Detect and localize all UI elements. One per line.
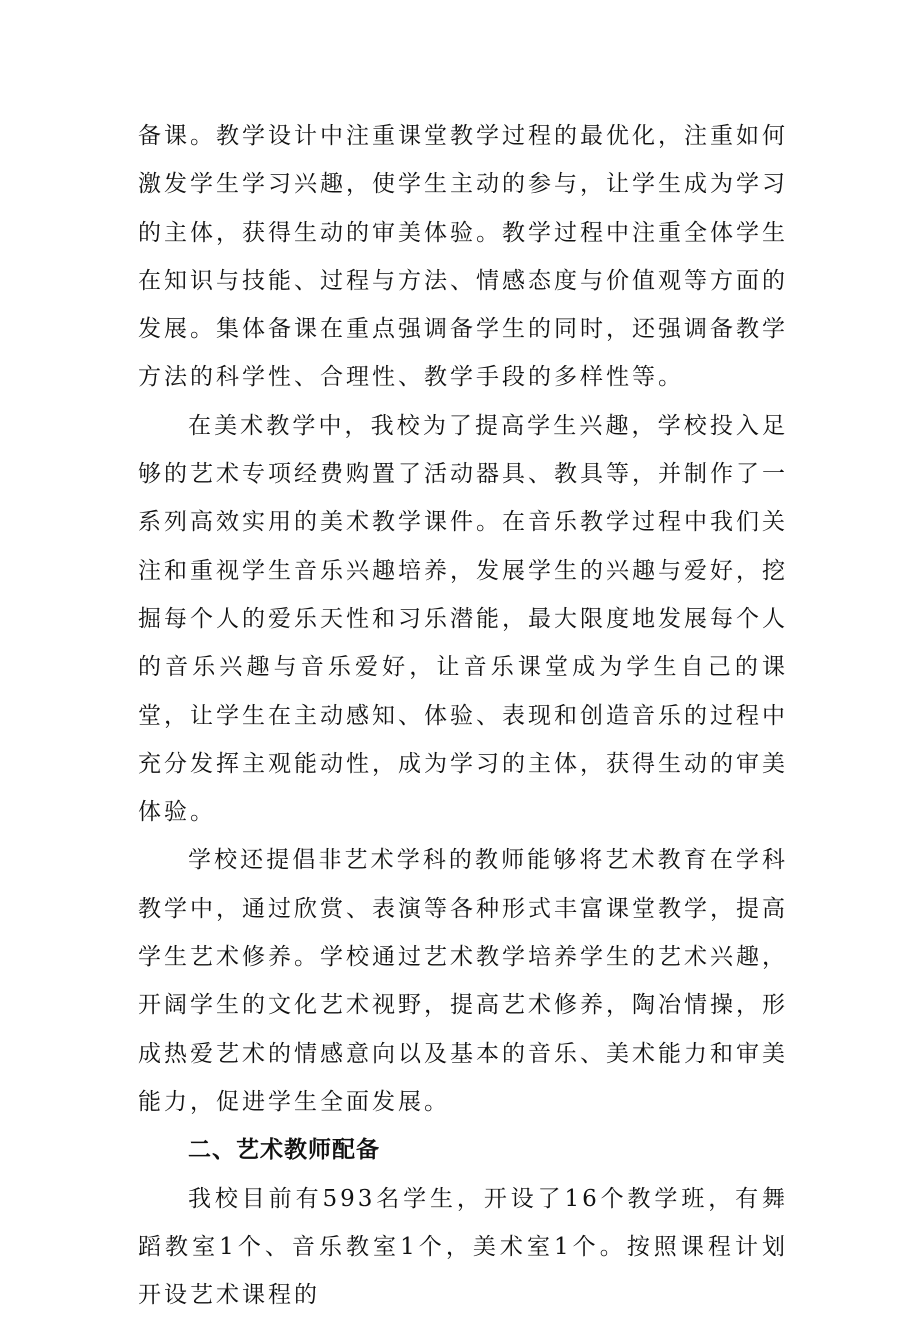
paragraph-cross-subject: 学校还提倡非艺术学科的教师能够将艺术教育在学科教学中，通过欣赏、表演等各种形式丰富课堂教学，提高学生艺术修养。学校通过艺术教学培养学生的艺术兴趣，开阔学生的文化艺术视野，提高艺术修养，陶冶情操，形成热爱艺术的情感意向以及基本的音乐、美术能力和审美能力，促进学生全面发展。	[138, 847, 788, 1115]
section-heading: 二、艺术教师配备	[188, 1137, 380, 1164]
paragraph-continued: 备课。教学设计中注重课堂教学过程的最优化，注重如何激发学生学习兴趣，使学生主动的参与，让学生成为学习的主体，获得生动的审美体验。教学过程中注重全体学生在知识与技能、过程与方法、情感态度与价值观等方面的发展。集体备课在重点强调备学生的同时，还强调备教学方法的科学性、合理性、教学手段的多样性等。	[138, 123, 788, 391]
document-body	[138, 112, 788, 1319]
paragraph-school-stats: 我校目前有593名学生，开设了16个教学班，有舞蹈教室1个、音乐教室1个，美术室1个。按照课程计划开设艺术课程的	[138, 1185, 788, 1309]
paragraph-art-teaching: 在美术教学中，我校为了提高学生兴趣，学校投入足够的艺术专项经费购置了活动器具、教具等，并制作了一系列高效实用的美术教学课件。在音乐教学过程中我们关注和重视学生音乐兴趣培养，发展学生的兴趣与爱好，挖掘每个人的爱乐天性和习乐潜能，最大限度地发展每个人的音乐兴趣与音乐爱好，让音乐课堂成为学生自己的课堂，让学生在主动感知、体验、表现和创造音乐的过程中充分发挥主观能动性，成为学习的主体，获得生动的审美体验。	[138, 412, 788, 826]
